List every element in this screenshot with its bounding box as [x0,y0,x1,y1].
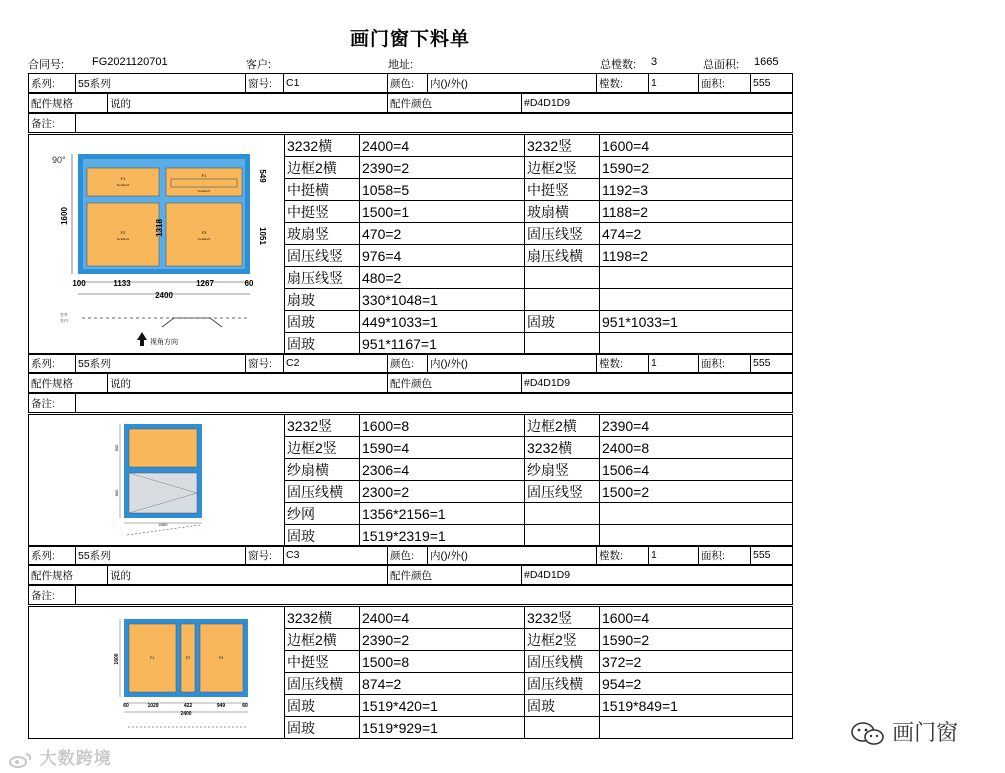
pane-label-1: F1 [149,656,154,660]
remark-label: 备注: [29,394,76,413]
dim-b2: 1029 [146,703,159,709]
dim-b4: 60 [244,278,253,288]
part-name: 中挺竖 [285,651,360,673]
color-label: 颜色: [388,354,428,373]
part-name: 固玻 [285,311,360,333]
part-spec [600,267,793,289]
fitting-color-label: 配件颜色 [388,566,522,585]
remark-value [76,586,793,605]
part-name: 固压线横 [525,651,600,673]
count-value: 1 [649,546,699,565]
part-spec: 1519*929=1 [360,717,525,739]
part-spec: 874=2 [360,673,525,695]
window-no-label: 窗号: [246,546,284,565]
part-name: 玻扇竖 [285,223,360,245]
pane-sub-4: 5+12A+5 [197,236,210,241]
window-3-fittings [28,565,793,585]
dim-b2: 1133 [112,278,131,288]
part-name [525,289,600,311]
window-no-label: 窗号: [246,74,284,93]
wechat-logo-icon [850,721,886,747]
part-name: 固压线竖 [525,223,600,245]
count-label: 樘数: [597,546,649,565]
window-1-elevation-drawing [32,136,282,351]
part-name: 3232横 [285,135,360,157]
part-name: 3232横 [525,437,600,459]
legend-inside: 室内 [59,317,68,323]
part-name: 中挺竖 [285,201,360,223]
pane-f1-left [87,168,159,196]
part-name: 中挺竖 [525,179,600,201]
part-name: 固玻 [285,333,360,355]
window-2-elevation-drawing [32,415,282,543]
part-name: 边框2竖 [285,437,360,459]
part-name: 固玻 [285,695,360,717]
window-2-drawing [29,415,285,547]
window-no-value: C2 [284,354,388,373]
part-spec: 1519*420=1 [360,695,525,717]
pane-label-2: F2 [185,656,190,660]
color-value: 内()/外() [428,354,597,373]
window-2-fittings [28,373,793,393]
area-label: 面积: [699,354,751,373]
window-3-parts [28,606,793,739]
fitting-color-label: 配件颜色 [388,94,522,113]
part-spec: 1500=8 [360,651,525,673]
pane-label-3: F2 [120,229,125,235]
part-spec [600,503,793,525]
count-value: 1 [649,74,699,93]
count-label: 樘数: [597,74,649,93]
total-area-value: 1665 [754,56,779,68]
area-label: 面积: [699,546,751,565]
watermark-right [850,716,958,747]
part-name: 3232横 [285,607,360,629]
dim-left: 1600 [113,653,120,665]
watermark-right-text: 画门窗 [892,720,959,745]
pane-label-3: F3 [218,656,223,660]
fitting-spec-value: 说的 [108,94,388,113]
watermark-left [8,744,112,769]
part-spec: 2300=2 [360,481,525,503]
part-name: 边框2横 [525,415,600,437]
weibo-logo-icon [8,751,34,769]
part-name [525,717,600,739]
part-name: 固压线横 [285,481,360,503]
pane-sub-1: 5+12A+5 [116,182,129,187]
part-spec: 2306=4 [360,459,525,481]
angle-label: 90° [51,154,66,165]
part-spec: 2390=4 [600,415,793,437]
dim-mid: 1318 [154,218,164,237]
remark-value [76,394,793,413]
fitting-spec-value: 说的 [108,566,388,585]
part-name: 边框2竖 [525,629,600,651]
part-name: 边框2横 [285,629,360,651]
dim-b3: 422 [183,703,192,709]
part-name: 3232竖 [525,607,600,629]
part-spec: 474=2 [600,223,793,245]
part-spec: 1506=4 [600,459,793,481]
part-spec [600,289,793,311]
part-spec: 1500=2 [600,481,793,503]
dim-total: 2400 [158,522,167,527]
part-name: 固玻 [525,695,600,717]
part-name: 固压线横 [525,673,600,695]
part-name: 固玻 [285,717,360,739]
part-spec: 330*1048=1 [360,289,525,311]
fitting-spec-label: 配件规格 [29,94,108,113]
pane-sub-2: 5+12A+5 [197,188,210,193]
part-spec: 1356*2156=1 [360,503,525,525]
window-2-remark [28,393,793,413]
part-name: 扇压线横 [525,245,600,267]
total-count-value: 3 [651,56,658,68]
total-area-label: 总面积: [703,59,740,71]
part-name: 固玻 [525,311,600,333]
series-value: 55系列 [76,354,246,373]
window-no-value: C3 [284,546,388,565]
part-spec: 1198=2 [600,245,793,267]
total-count-label: 总樘数: [600,59,637,71]
fitting-spec-label: 配件规格 [29,566,108,585]
part-name: 中挺横 [285,179,360,201]
part-name [525,333,600,355]
area-value: 555 [751,546,793,565]
dim-left: 1600 [59,206,69,225]
part-name: 纱网 [285,503,360,525]
part-name [525,503,600,525]
series-value: 55系列 [76,74,246,93]
part-spec: 1500=1 [360,201,525,223]
area-value: 555 [751,74,793,93]
part-spec: 2400=8 [600,437,793,459]
part-name: 扇压线竖 [285,267,360,289]
color-label: 颜色: [388,546,428,565]
fitting-color-value: #D4D1D9 [522,94,793,113]
window-3-elevation-drawing [32,607,282,735]
window-1-fittings [28,93,793,113]
part-spec: 2400=4 [360,135,525,157]
part-name: 边框2横 [285,157,360,179]
part-spec: 2390=2 [360,629,525,651]
dim-b3: 1267 [195,278,214,288]
address-label: 地址: [388,59,414,71]
part-spec: 1058=5 [360,179,525,201]
part-spec: 1519*849=1 [600,695,793,717]
view-direction-label: 视角方向 [149,338,178,346]
count-value: 1 [649,354,699,373]
part-spec: 480=2 [360,267,525,289]
part-name [525,525,600,547]
part-name: 3232竖 [285,415,360,437]
part-name: 扇玻 [285,289,360,311]
part-spec: 2400=4 [360,607,525,629]
dim-b1: 100 [71,278,86,288]
pane-label-4: F3 [201,229,206,235]
part-spec: 449*1033=1 [360,311,525,333]
window-1-meta [28,73,793,93]
part-name: 固压线横 [285,673,360,695]
part-spec [600,525,793,547]
part-name: 固压线竖 [525,481,600,503]
part-name [525,267,600,289]
part-spec: 1590=2 [600,629,793,651]
pane-label-2: F1 [201,172,206,178]
pane-top [129,429,197,467]
window-3-drawing [29,607,285,739]
part-spec: 1600=4 [600,135,793,157]
fitting-spec-value: 说的 [108,374,388,393]
part-spec: 951*1033=1 [600,311,793,333]
remark-label: 备注: [29,114,76,133]
dim-total: 2400 [154,290,173,300]
window-2-parts [28,414,793,547]
part-spec [600,333,793,355]
part-spec: 1590=2 [600,157,793,179]
watermark-left-text: 大数跨境 [39,749,112,768]
contract-number: FG2021120701 [92,56,168,68]
part-spec: 1600=8 [360,415,525,437]
fitting-spec-label: 配件规格 [29,374,108,393]
contract-label: 合同号: [28,59,65,71]
pane-vent [171,179,237,187]
opening-symbol [162,318,222,327]
fitting-color-label: 配件颜色 [388,374,522,393]
window-no-label: 窗号: [246,354,284,373]
part-spec: 372=2 [600,651,793,673]
part-spec: 470=2 [360,223,525,245]
window-1-drawing [29,135,285,355]
count-label: 樘数: [597,354,649,373]
part-name: 固玻 [285,525,360,547]
window-1-parts [28,134,793,355]
remark-label: 备注: [29,586,76,605]
pane-label-1: F1 [120,175,125,181]
window-no-value: C1 [284,74,388,93]
part-name: 纱扇竖 [525,459,600,481]
document-title: 画门窗下料单 [349,29,470,50]
series-label: 系列: [29,546,76,565]
dim-left-top: 800 [113,444,119,452]
legend-outside: 室外 [59,311,68,317]
part-spec: 1600=4 [600,607,793,629]
part-spec: 1519*2319=1 [360,525,525,547]
series-label: 系列: [29,354,76,373]
part-spec: 954=2 [600,673,793,695]
window-1-remark [28,113,793,133]
dim-top: 549 [257,168,267,183]
part-spec: 1192=3 [600,179,793,201]
dim-b1: 60 [122,703,129,709]
view-direction-arrow-icon [137,332,147,346]
window-3-remark [28,585,793,605]
fitting-color-value: #D4D1D9 [522,374,793,393]
part-spec [600,717,793,739]
part-name: 玻扇横 [525,201,600,223]
color-value: 内()/外() [428,74,597,93]
pane-sub-3: 5+12A+5 [116,236,129,241]
part-name: 固压线竖 [285,245,360,267]
area-value: 555 [751,354,793,373]
customer-label: 客户: [246,59,272,71]
window-2-meta [28,353,793,373]
area-label: 面积: [699,74,751,93]
remark-value [76,114,793,133]
part-spec: 951*1167=1 [360,333,525,355]
part-spec: 1188=2 [600,201,793,223]
series-value: 55系列 [76,546,246,565]
part-spec: 1590=4 [360,437,525,459]
dim-right: 1051 [257,226,267,245]
window-3-meta [28,545,793,565]
series-label: 系列: [29,74,76,93]
fitting-color-value: #D4D1D9 [522,566,793,585]
part-spec: 2390=2 [360,157,525,179]
dim-left-bottom: 800 [113,489,119,497]
dim-b5: 60 [241,703,248,709]
color-value: 内()/外() [428,546,597,565]
part-name: 纱扇横 [285,459,360,481]
part-name: 3232竖 [525,135,600,157]
dim-total: 2400 [179,711,192,717]
part-spec: 976=4 [360,245,525,267]
color-label: 颜色: [388,74,428,93]
dim-b4: 949 [216,703,225,709]
part-name: 边框2竖 [525,157,600,179]
pane-screen [129,473,197,513]
